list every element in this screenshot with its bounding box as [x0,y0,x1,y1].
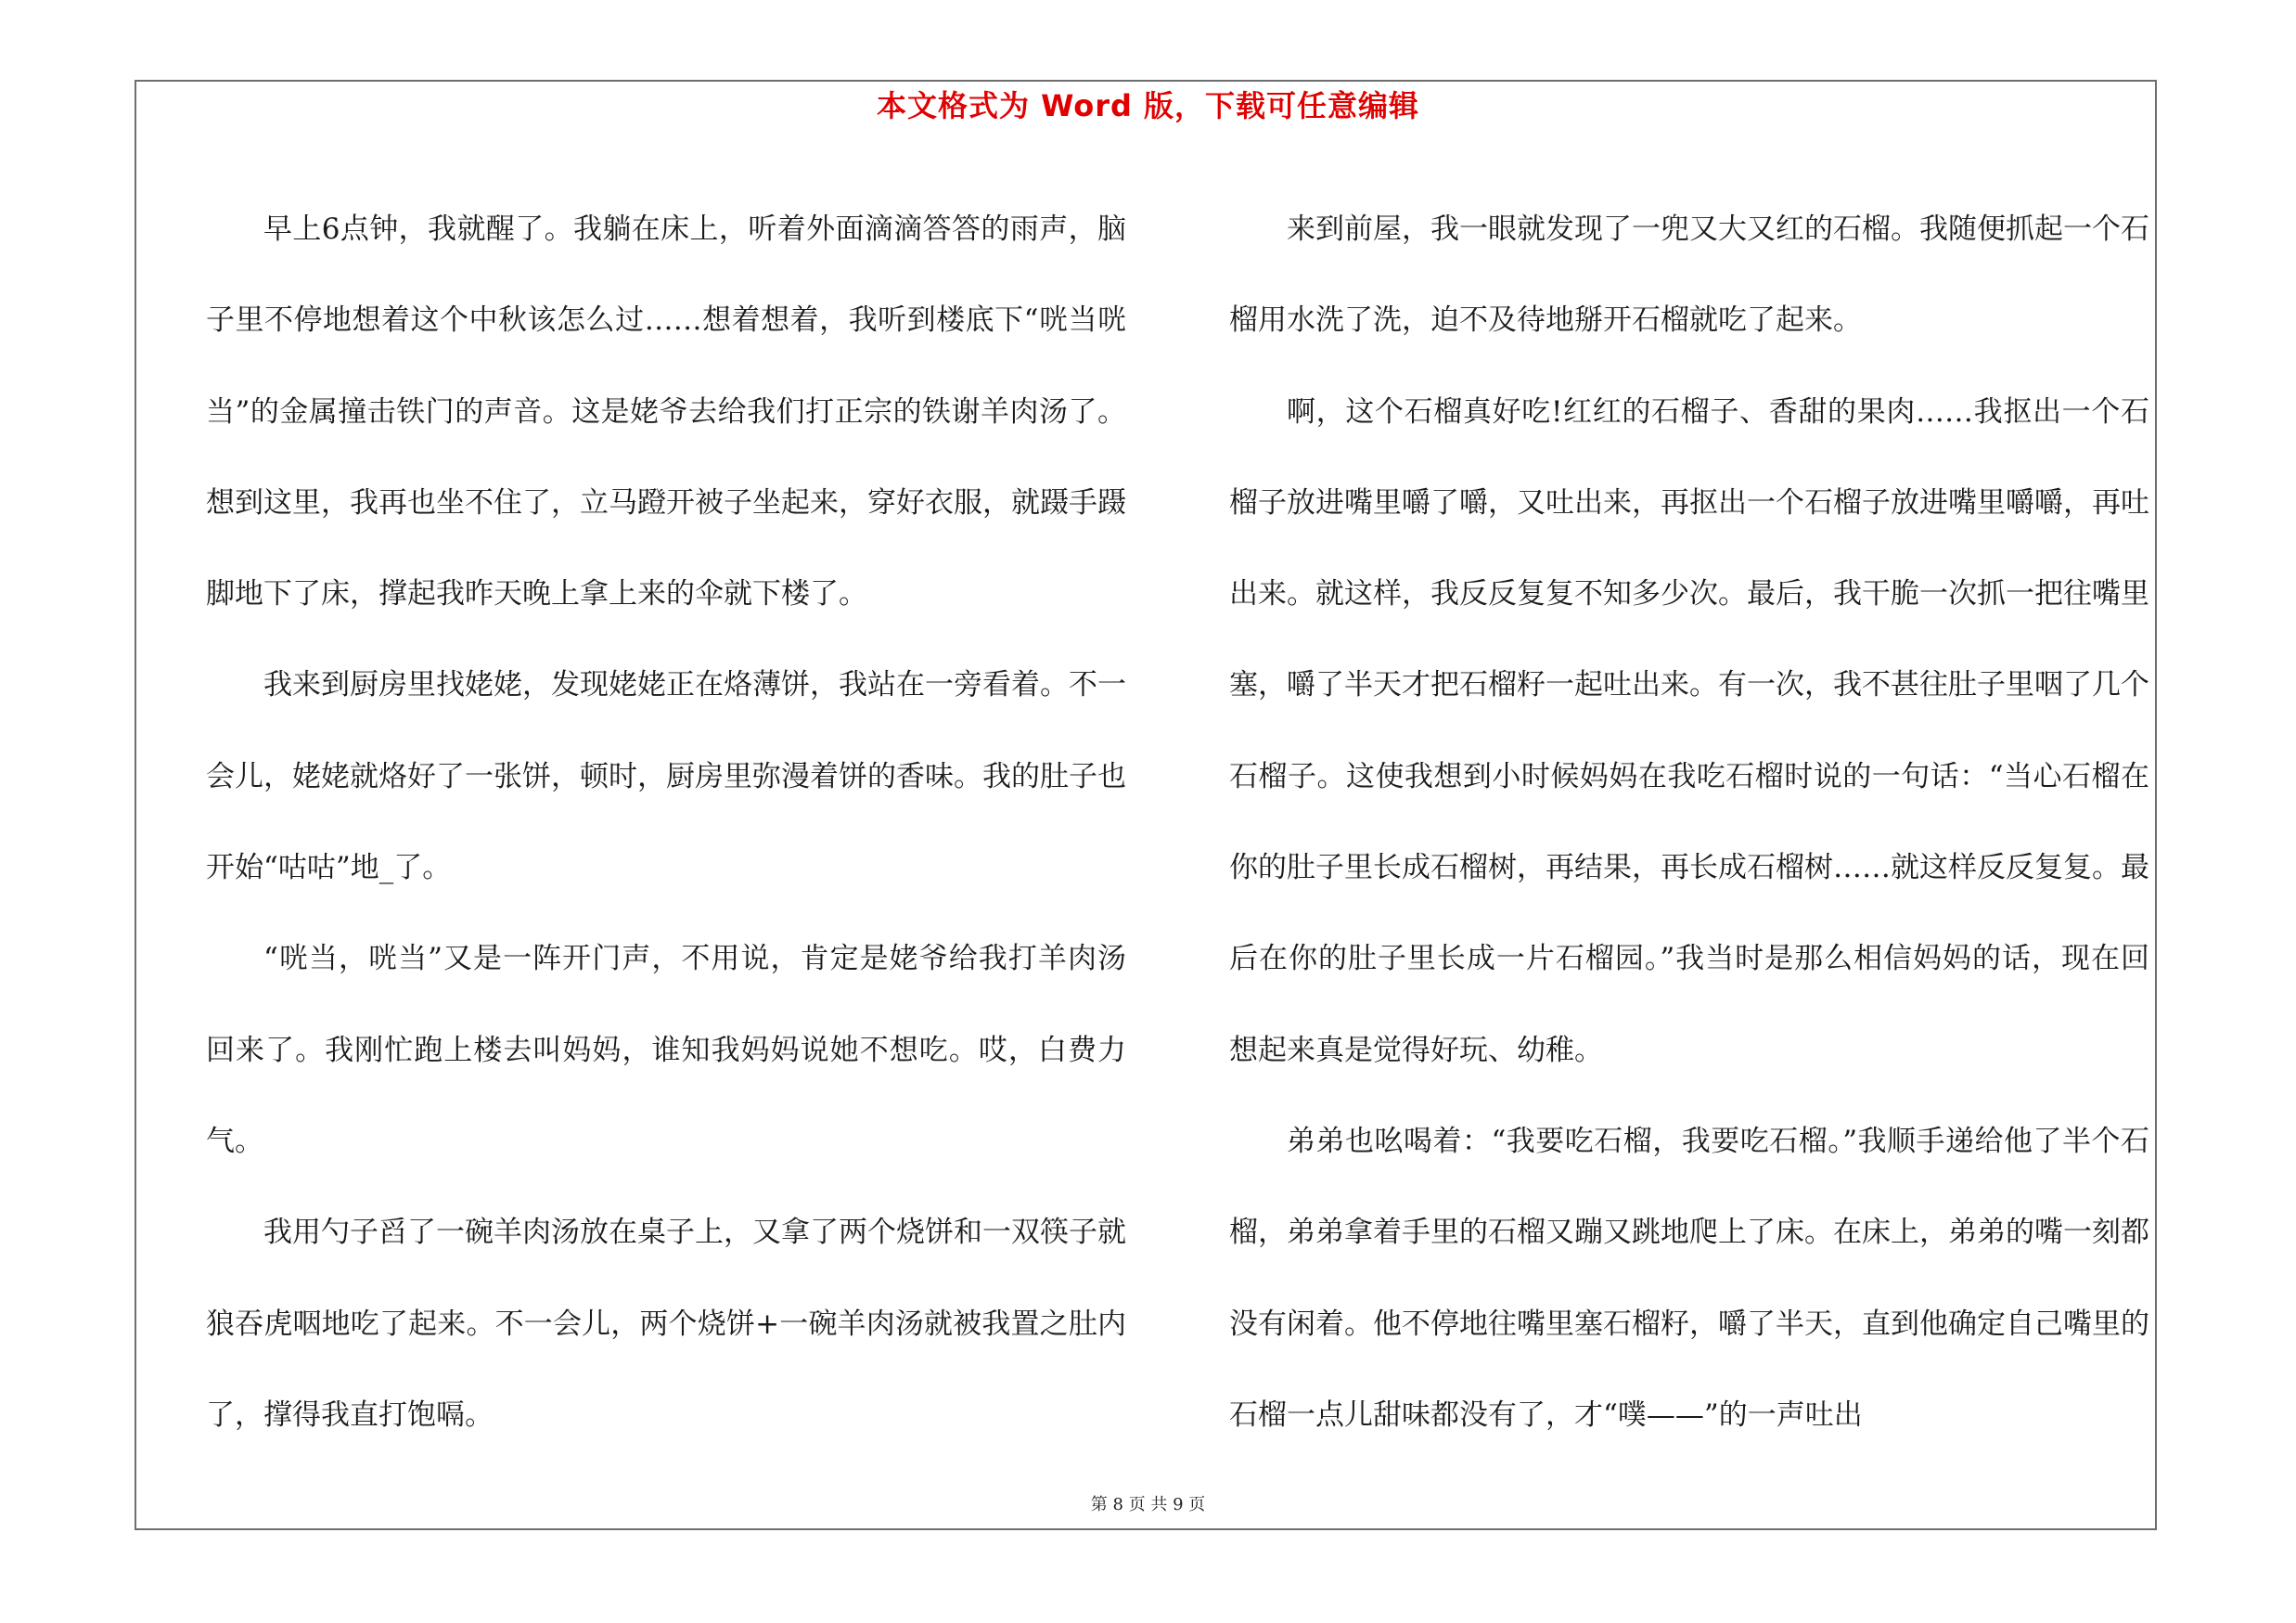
paragraph: 弟弟也吆喝着：“我要吃石榴，我要吃石榴。”我顺手递给他了半个石榴，弟弟拿着手里的石榴又蹦又跳地爬上了床。在床上，弟弟的嘴一刻都没有闲着。他不停地往嘴里塞石榴籽，嚼了半天，直到他确定自己嘴里的石榴一点儿甜味都没有了，才“噗——”的一声吐出 [1229,1124,2149,1432]
format-notice-banner: 本文格式为 Word 版，下载可任意编辑 [876,88,1420,123]
paragraph: 我来到厨房里找姥姥，发现姥姥正在烙薄饼，我站在一旁看着。不一会儿，姥姥就烙好了一张饼，顿时，厨房里弥漫着饼的香味。我的肚子也开始“咕咕”地_了。 [206,668,1126,885]
paragraph: 来到前屋，我一眼就发现了一兜又大又红的石榴。我随便抓起一个石榴用水洗了洗，迫不及待地掰开石榴就吃了起来。 [1229,213,2149,338]
right-text-column [1229,184,2149,1461]
paragraph: 啊，这个石榴真好吃!红红的石榴子、香甜的果肉……我抠出一个石榴子放进嘴里嚼了嚼，又吐出来，再抠出一个石榴子放进嘴里嚼嚼，再吐出来。就这样，我反反复复不知多少次。最后，我干脆一次抓一把往嘴里塞，嚼了半天才把石榴籽一起吐出来。有一次，我不甚往肚子里咽了几个石榴子。这使我想到小时候妈妈在我吃石榴时说的一句话：“当心石榴在你的肚子里长成石榴树，再结果，再长成石榴树……就这样反反复复。最后在你的肚子里长成一片石榴园。”我当时是那么相信妈妈的话，现在回想起来真是觉得好玩、幼稚。 [1229,394,2149,1067]
left-text-column [206,184,1126,1461]
paragraph: 我用勺子舀了一碗羊肉汤放在桌子上，又拿了两个烧饼和一双筷子就狼吞虎咽地吃了起来。不一会儿，两个烧饼+一碗羊肉汤就被我置之肚内了，撑得我直打饱嗝。 [206,1216,1126,1432]
paragraph: “咣当，咣当”又是一阵开门声，不用说，肯定是姥爷给我打羊肉汤回来了。我刚忙跑上楼去叫妈妈，谁知我妈妈说她不想吃。哎，白费力气。 [206,942,1126,1158]
page-number-footer: 第 8 页 共 9 页 [1090,1495,1206,1514]
paragraph: 早上6点钟，我就醒了。我躺在床上，听着外面滴滴答答的雨声，脑子里不停地想着这个中秋该怎么过……想着想着，我听到楼底下“咣当咣当”的金属撞击铁门的声音。这是姥爷去给我们打正宗的铁谢羊肉汤了。想到这里，我再也坐不住了，立马蹬开被子坐起来，穿好衣服，就蹑手蹑脚地下了床，撑起我昨天晚上拿上来的伞就下楼了。 [206,213,1126,612]
